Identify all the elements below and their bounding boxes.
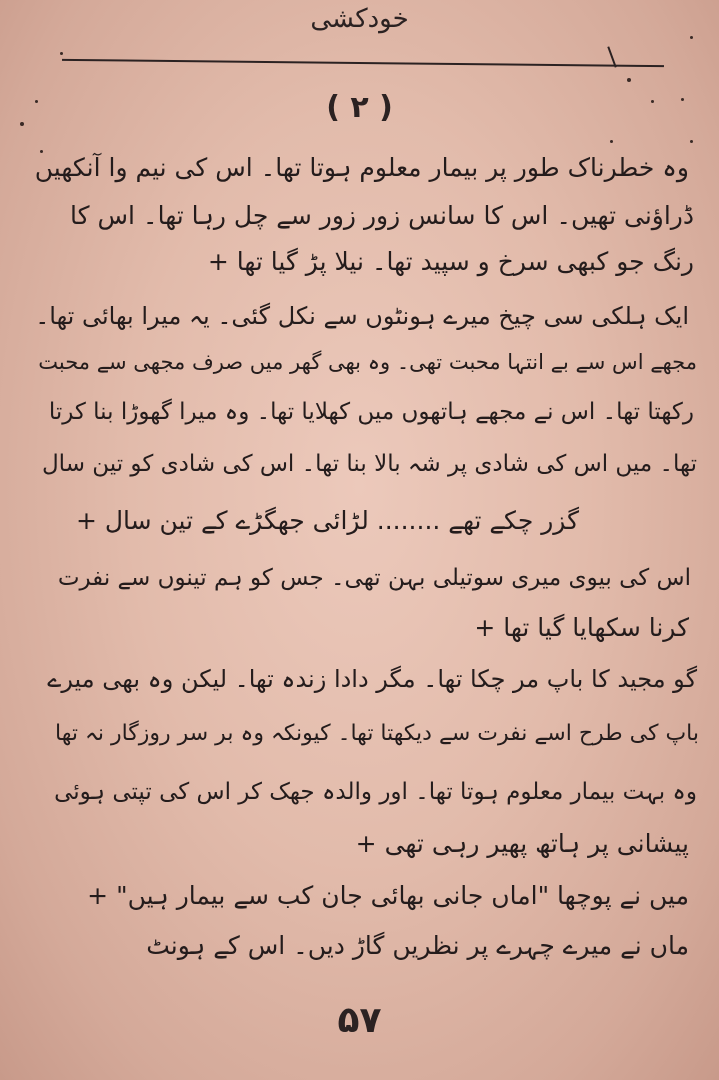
text-line: رکھتا تھا۔ اس نے مجھے ہاتھوں میں کھلایا تھا۔ وہ میرا گھوڑا بنا کرتا (48, 399, 694, 425)
header-rule (62, 59, 664, 67)
ink-speck (610, 140, 613, 143)
ink-speck (690, 36, 693, 39)
text-line: میں نے پوچھا "اماں جانی بھائی جان کب سے بیمار ہیں" + (87, 881, 689, 910)
ink-speck (690, 140, 693, 143)
text-line: ماں نے میرے چہرے پر نظریں گاڑ دیں۔ اس کے ہونٹ (146, 931, 689, 960)
running-header-title: خودکشی (310, 4, 409, 34)
text-line: پیشانی پر ہاتھ پھیر رہی تھی + (355, 829, 689, 858)
text-line: رنگ جو کبھی سرخ و سپید تھا۔ نیلا پڑ گیا تھا + (207, 247, 694, 276)
text-line: گو مجید کا باپ مر چکا تھا۔ مگر دادا زندہ تھا۔ لیکن وہ بھی میرے (47, 665, 697, 693)
text-line: کرنا سکھایا گیا تھا + (474, 613, 689, 642)
text-line: گزر چکے تھے ........ لڑائی جھگڑے کے تین سال + (75, 506, 579, 535)
text-line: ایک ہلکی سی چیخ میرے ہونٹوں سے نکل گئی۔ یہ میرا بھائی تھا۔ (35, 302, 689, 330)
text-line: اس کی بیوی میری سوتیلی بہن تھی۔ جس کو ہم تینوں سے نفرت (57, 565, 691, 591)
ink-speck (627, 78, 631, 82)
text-line: مجھے اس سے بے انتہا محبت تھی۔ وہ بھی گھر میں صرف مجھی سے محبت (38, 350, 697, 374)
chapter-number: ( ۲ ) (326, 90, 393, 125)
text-line: ڈراؤنی تھیں۔ اس کا سانس زور زور سے چل رہا تھا۔ اس کا (70, 201, 694, 230)
text-line: وہ خطرناک طور پر بیمار معلوم ہوتا تھا۔ اس کی نیم وا آنکھیں (34, 153, 689, 182)
text-line: وہ بہت بیمار معلوم ہوتا تھا۔ اور والدہ جھک کر اس کی تپتی ہوئی (54, 779, 697, 805)
text-line: باپ کی طرح اسے نفرت سے دیکھتا تھا۔ کیونکہ وہ بر سر روزگار نہ تھا (54, 721, 699, 746)
page-number: ۵۷ (337, 1000, 382, 1041)
ink-speck (60, 52, 63, 55)
text-line: تھا۔ میں اس کی شادی پر شہ بالا بنا تھا۔ اس کی شادی کو تین سال (41, 451, 697, 477)
